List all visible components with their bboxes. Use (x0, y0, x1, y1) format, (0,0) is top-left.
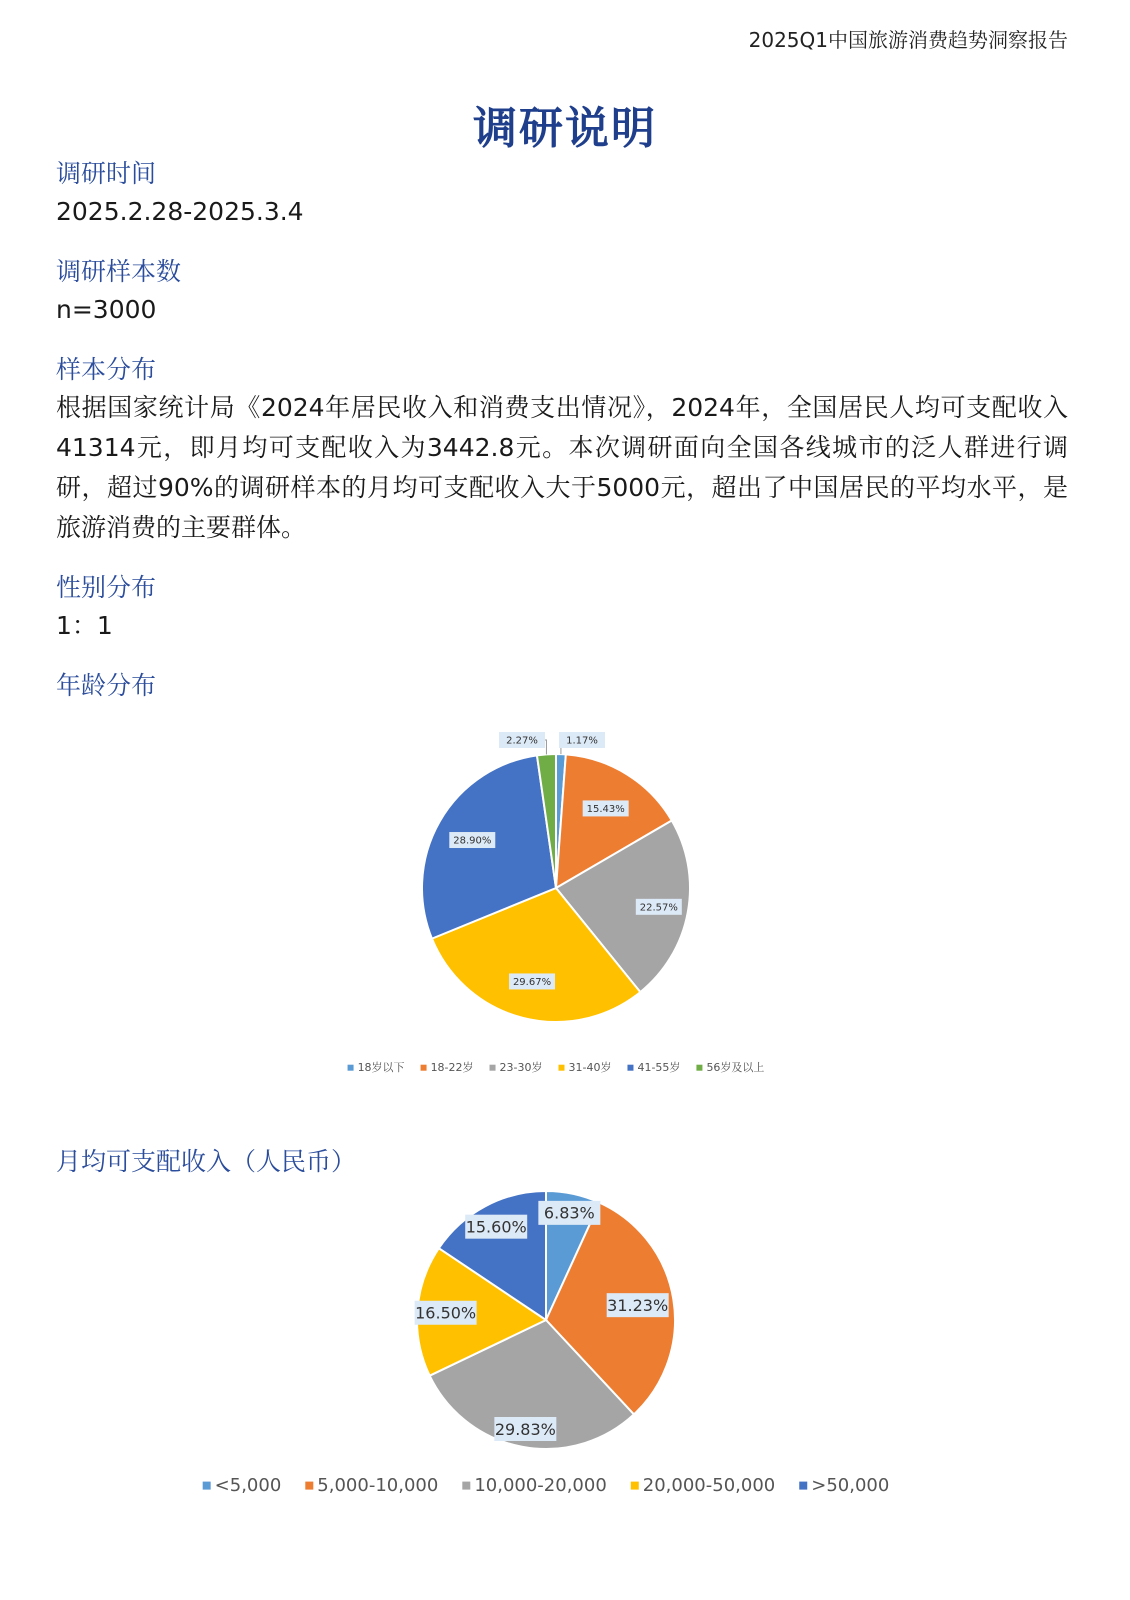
legend-swatch (559, 1065, 565, 1071)
data-label: 28.90% (453, 835, 492, 847)
data-label: 2.27% (506, 735, 538, 747)
legend-swatch (203, 1482, 211, 1490)
legend-swatch (462, 1482, 470, 1490)
legend-swatch (799, 1482, 807, 1490)
gender-distribution-heading: 性别分布 (56, 573, 157, 602)
page-title: 调研说明 (473, 103, 657, 154)
legend-label: 23-30岁 (499, 1061, 543, 1074)
data-label: 31.23% (607, 1295, 669, 1315)
legend-swatch (348, 1065, 354, 1071)
legend-label: 10,000-20,000 (474, 1475, 607, 1496)
income-distribution-heading: 月均可支配收入（人民币） (56, 1147, 357, 1176)
data-label: 16.50% (415, 1303, 477, 1323)
data-label: 1.17% (566, 735, 598, 747)
data-label: 29.83% (494, 1419, 556, 1439)
gender-distribution-value: 1：1 (56, 611, 113, 640)
chart-legend (203, 1475, 890, 1496)
legend-label: >50,000 (811, 1475, 890, 1496)
data-label: 15.60% (465, 1217, 527, 1237)
legend-label: 41-55岁 (637, 1061, 681, 1074)
survey-info (56, 156, 1068, 704)
age-pie-chart (0, 718, 1130, 1092)
data-label: 29.67% (512, 977, 552, 989)
sample-size-value: n=3000 (56, 295, 157, 324)
sample-distribution-heading: 样本分布 (56, 355, 157, 384)
legend-swatch (696, 1065, 702, 1071)
legend-label: 31-40岁 (568, 1061, 612, 1074)
survey-time-value: 2025.2.28-2025.3.4 (56, 197, 304, 226)
legend-swatch (631, 1482, 639, 1490)
legend-label: <5,000 (214, 1475, 282, 1496)
data-label: 6.83% (543, 1203, 595, 1223)
legend-swatch (490, 1065, 496, 1071)
chart-legend (348, 1060, 765, 1074)
legend-label: 18岁以下 (357, 1061, 405, 1074)
legend-label: 56岁及以上 (706, 1061, 765, 1074)
report-header-title: 2025Q1中国旅游消费趋势洞察报告 (748, 28, 1068, 52)
data-label: 22.57% (639, 902, 678, 914)
data-label: 15.43% (586, 804, 625, 816)
legend-label: 5,000-10,000 (317, 1475, 439, 1496)
legend-swatch (627, 1065, 633, 1071)
legend-label: 20,000-50,000 (642, 1475, 776, 1496)
age-distribution-heading: 年龄分布 (56, 671, 157, 700)
sample-size-heading: 调研样本数 (56, 257, 182, 286)
legend-label: 18-22岁 (430, 1061, 474, 1074)
label-leader-line (545, 740, 546, 754)
legend-swatch (421, 1065, 427, 1071)
survey-time-heading: 调研时间 (56, 159, 157, 188)
sample-distribution-text: 根据国家统计局《2024年居民收入和消费支出情况》，2024年，全国居民人均可支配收入41314元，即月均可支配收入为3442.8元。本次调研面向全国各线城市的泛人群进行调研，超过90%的调研样本的月均可支配收入大于5000元，超出了中国居民的平均水平，是旅游消费的主要群体。 (56, 393, 1068, 542)
income-pie-chart (0, 1168, 1130, 1512)
legend-swatch (305, 1482, 313, 1490)
